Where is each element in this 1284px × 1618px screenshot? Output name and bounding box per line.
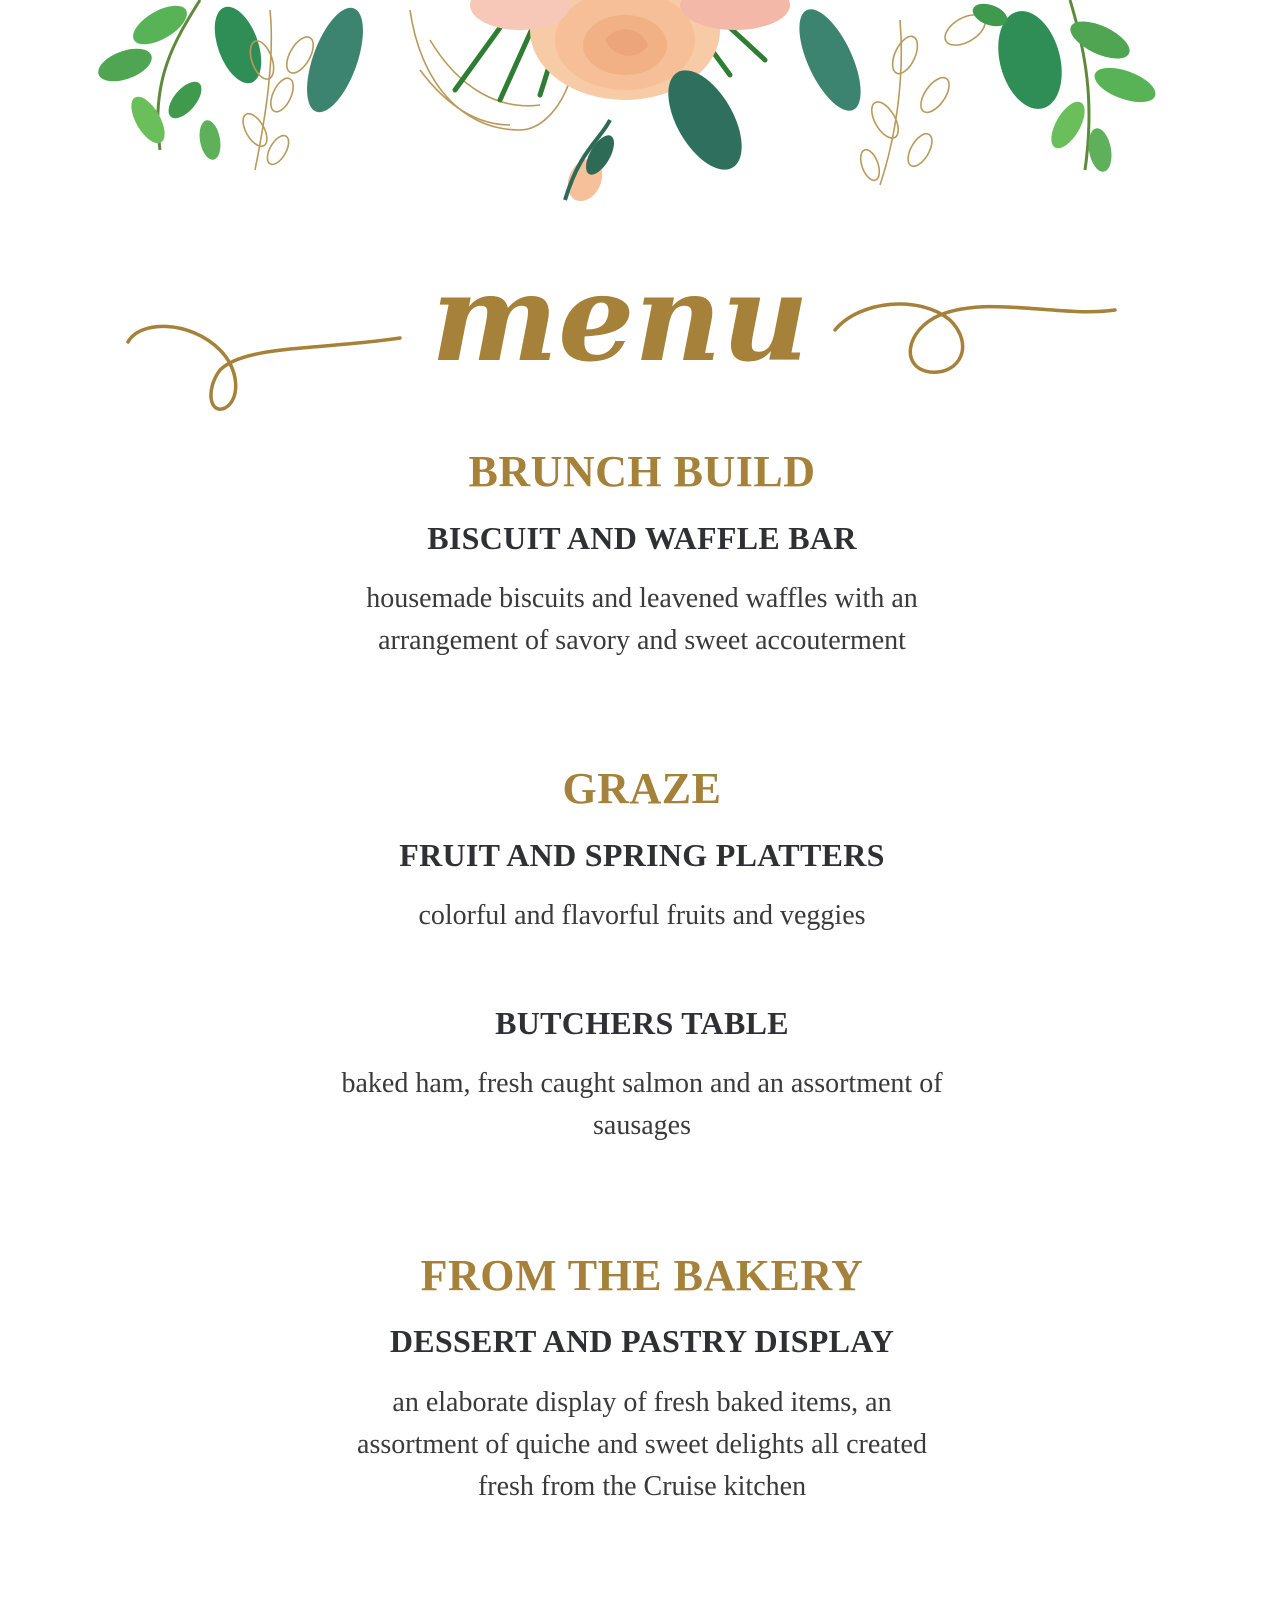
- description-line: colorful and flavorful fruits and veggies: [418, 900, 866, 931]
- left-leaf-sprig: [94, 0, 271, 161]
- section-title-brunch-build: BRUNCH BUILD: [468, 447, 816, 496]
- right-flourish: [835, 304, 1115, 372]
- description-line: housemade biscuits and leavened waffles with an: [366, 583, 918, 614]
- section-title-graze: GRAZE: [562, 764, 722, 813]
- menu-title-graphic: [0, 260, 1284, 430]
- description-line: fresh from the Cruise kitchen: [477, 1471, 807, 1502]
- menu-title: menu: [431, 260, 809, 389]
- item-description: [242, 578, 1042, 662]
- item-title-fruit-spring-platters: FRUIT AND SPRING PLATTERS: [399, 837, 885, 873]
- item-title-dessert-pastry-display: DESSERT AND PASTRY DISPLAY: [389, 1323, 895, 1359]
- description-line: an elaborate display of fresh baked items, an: [392, 1387, 892, 1418]
- description-line: sausages: [593, 1110, 691, 1141]
- right-gold-sprig: [857, 9, 990, 185]
- item-title-biscuit-waffle-bar: BISCUIT AND WAFFLE BAR: [427, 520, 857, 556]
- description-line: arrangement of savory and sweet accouterment: [378, 625, 906, 656]
- floral-decoration: [0, 0, 1284, 220]
- peach-rose: [470, 0, 790, 100]
- item-description: [242, 895, 1042, 937]
- item-title-butchers-table: BUTCHERS TABLE: [495, 1005, 789, 1041]
- description-line: baked ham, fresh caught salmon and an assortment of: [341, 1068, 943, 1099]
- section-title-from-the-bakery: FROM THE BAKERY: [420, 1251, 864, 1300]
- right-leaf-sprig: [970, 0, 1160, 174]
- item-description: [242, 1382, 1042, 1508]
- left-flourish: [128, 326, 400, 409]
- description-line: assortment of quiche and sweet delights all created: [357, 1429, 927, 1460]
- teal-leaf: [787, 1, 873, 119]
- item-description: [242, 1063, 1042, 1147]
- rose-bud: [561, 120, 619, 207]
- teal-leaf: [296, 1, 375, 119]
